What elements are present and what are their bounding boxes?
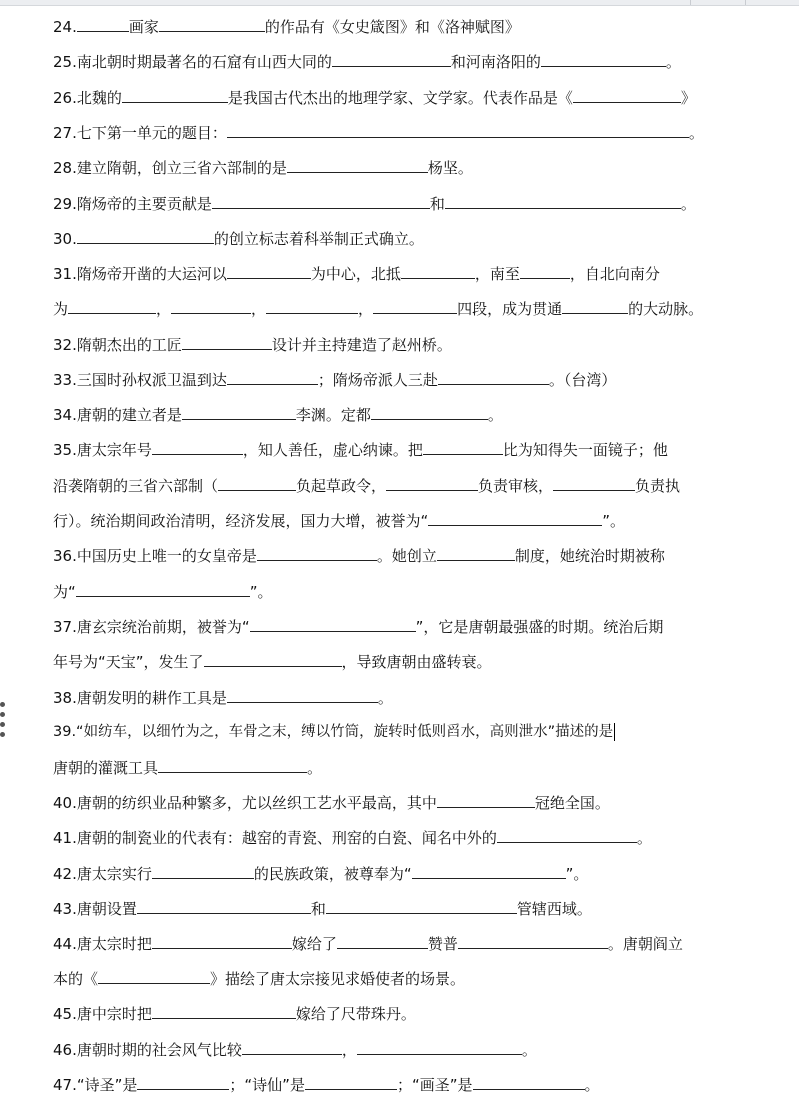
- answer-blank[interactable]: [445, 191, 681, 209]
- answer-blank[interactable]: [159, 14, 265, 32]
- question-46: [53, 1037, 537, 1061]
- answer-blank[interactable]: [242, 1037, 342, 1055]
- answer-blank[interactable]: [218, 473, 296, 491]
- answer-blank[interactable]: [152, 437, 243, 455]
- text: 画家: [128, 18, 159, 36]
- question-43: [53, 896, 592, 920]
- question-31-continued: [53, 296, 703, 320]
- question-26: [53, 85, 696, 109]
- toolbar-segment: [690, 0, 746, 5]
- text: 的民族政策，被尊奉为“: [253, 865, 412, 883]
- text: 。唐朝阎立: [607, 935, 683, 953]
- text: 43.唐朝设置: [53, 900, 137, 918]
- question-32: [53, 332, 452, 356]
- answer-blank[interactable]: [386, 473, 478, 491]
- question-41: [53, 825, 652, 849]
- text: 47.“诗圣”是: [53, 1076, 138, 1094]
- answer-blank[interactable]: [438, 367, 549, 385]
- text: 39.“如纺车，以细竹为之，车骨之末，缚以竹筒，旋转时低则舀水，高则泄水”描述的是: [53, 724, 614, 740]
- text: 30.: [53, 230, 77, 248]
- question-36: [53, 543, 665, 567]
- text: 。: [584, 1076, 600, 1094]
- text: 26.北魏的: [53, 89, 122, 107]
- answer-blank[interactable]: [204, 649, 342, 667]
- text: 42.唐太宗实行: [53, 865, 152, 883]
- question-35-continued: [53, 473, 680, 497]
- text: 赞普: [427, 935, 458, 953]
- text: 和: [429, 195, 445, 213]
- text: ，: [251, 300, 267, 318]
- text: 。: [521, 1041, 537, 1059]
- answer-blank[interactable]: [152, 931, 292, 949]
- answer-blank[interactable]: [520, 261, 570, 279]
- text: 为: [53, 300, 69, 318]
- text: 46.唐朝时期的社会风气比较: [53, 1041, 242, 1059]
- text: 冠绝全国。: [534, 794, 610, 812]
- text: 年号为“天宝”，发生了: [53, 653, 204, 671]
- answer-blank[interactable]: [553, 473, 635, 491]
- text: 41.唐朝的制瓷业的代表有：越窑的青瓷、刑窑的白瓷、闻名中外的: [53, 829, 497, 847]
- text: ”。: [602, 512, 626, 530]
- text: ，: [156, 300, 172, 318]
- text: ；“诗仙”是: [229, 1076, 305, 1094]
- answer-blank[interactable]: [305, 1072, 397, 1090]
- text: 。: [307, 759, 323, 777]
- text: 比为知得失一面镜子；他: [502, 441, 668, 459]
- answer-blank[interactable]: [227, 367, 318, 385]
- text: ；“画圣”是: [396, 1076, 473, 1094]
- answer-blank[interactable]: [257, 543, 377, 561]
- text: 管辖西域。: [516, 900, 592, 918]
- text: 40.唐朝的纺织业品种繁多，尤以丝织工艺水平最高，其中: [53, 794, 437, 812]
- text: 嫁给了尺带珠丹。: [295, 1005, 416, 1023]
- question-35-continued: [53, 508, 625, 532]
- text: 35.唐太宗年号: [53, 441, 152, 459]
- text: 行）。统治期间政治清明，经济发展，国力大增，被誉为“: [53, 512, 429, 530]
- answer-blank[interactable]: [337, 931, 428, 949]
- answer-blank[interactable]: [473, 1072, 585, 1090]
- answer-blank[interactable]: [152, 861, 254, 879]
- question-37-continued: [53, 649, 492, 673]
- text: ，知人善任，虚心纳谏。把: [242, 441, 423, 459]
- text: 。她创立: [376, 547, 437, 565]
- question-33: [53, 367, 616, 391]
- text: 45.唐中宗时把: [53, 1005, 152, 1023]
- question-44-continued: [53, 966, 465, 990]
- text: 唐朝的灌溉工具: [53, 759, 159, 777]
- text: 负责审核，: [478, 477, 554, 495]
- answer-blank[interactable]: [76, 579, 250, 597]
- answer-blank[interactable]: [122, 85, 228, 103]
- answer-blank[interactable]: [98, 966, 210, 984]
- text: 27.七下第一单元的题目：: [53, 124, 227, 142]
- text: 为“: [53, 583, 76, 601]
- answer-blank[interactable]: [437, 543, 515, 561]
- answer-blank[interactable]: [371, 402, 488, 420]
- answer-blank[interactable]: [227, 685, 378, 703]
- answer-blank[interactable]: [437, 790, 535, 808]
- text: ，自北向南分: [569, 265, 660, 283]
- text: 》: [680, 89, 696, 107]
- answer-blank[interactable]: [152, 1001, 296, 1019]
- window-top-bar: [0, 0, 799, 6]
- answer-blank[interactable]: [497, 825, 637, 843]
- answer-blank[interactable]: [137, 1072, 229, 1090]
- text: ”。: [249, 583, 273, 601]
- text: 的作品有《女史箴图》和《洛神赋图》: [264, 18, 520, 36]
- text: 杨坚。: [427, 159, 473, 177]
- answer-blank[interactable]: [227, 120, 689, 138]
- text: 和: [310, 900, 326, 918]
- text: 。: [680, 195, 696, 213]
- text: ，导致唐朝由盛转衰。: [341, 653, 492, 671]
- text: 和河南洛阳的: [450, 53, 541, 71]
- answer-blank[interactable]: [357, 1037, 522, 1055]
- text: 沿袭隋朝的三省六部制（: [53, 477, 219, 495]
- answer-blank[interactable]: [562, 296, 628, 314]
- answer-blank[interactable]: [77, 14, 129, 32]
- text: 31.隋炀帝开凿的大运河以: [53, 265, 227, 283]
- text: 32.隋朝杰出的工匠: [53, 336, 182, 354]
- text: 李渊。定都: [295, 406, 371, 424]
- answer-blank[interactable]: [137, 896, 311, 914]
- text: 。: [487, 406, 503, 424]
- text: 。: [665, 53, 681, 71]
- text: ，南至: [474, 265, 520, 283]
- text: ”，它是唐朝最强盛的时期。统治后期: [415, 618, 664, 636]
- question-25: [53, 49, 681, 73]
- question-30: [53, 226, 424, 250]
- text: 。: [688, 124, 704, 142]
- text: 》描绘了唐太宗接见求婚使者的场景。: [210, 970, 466, 988]
- answer-blank[interactable]: [541, 49, 666, 67]
- text: 34.唐朝的建立者是: [53, 406, 182, 424]
- question-38: [53, 685, 393, 709]
- question-31: [53, 261, 660, 285]
- text: 为中心，北抵: [310, 265, 401, 283]
- question-47: [53, 1072, 600, 1096]
- text: 28.建立隋朝，创立三省六部制的是: [53, 159, 287, 177]
- text: 25.南北朝时期最著名的石窟有山西大同的: [53, 53, 332, 71]
- answer-blank[interactable]: [332, 49, 451, 67]
- text: 制度，她统治时期被称: [514, 547, 665, 565]
- question-37: [53, 614, 663, 638]
- text: 33.三国时孙权派卫温到达: [53, 371, 227, 389]
- text: 29.隋炀帝的主要贡献是: [53, 195, 212, 213]
- text: ，: [358, 300, 374, 318]
- text: 负起草政令，: [296, 477, 387, 495]
- answer-blank[interactable]: [573, 85, 681, 103]
- answer-blank[interactable]: [212, 191, 430, 209]
- text: 44.唐太宗时把: [53, 935, 152, 953]
- text: 24.: [53, 18, 77, 36]
- question-36-continued: [53, 579, 273, 603]
- toolbar-segment: [0, 0, 691, 5]
- text: 38.唐朝发明的耕作工具是: [53, 689, 227, 707]
- text: 嫁给了: [291, 935, 337, 953]
- text: 。（台湾）: [548, 371, 617, 389]
- text: 37.唐玄宗统治前期，被誉为“: [53, 618, 250, 636]
- answer-blank[interactable]: [326, 896, 517, 914]
- text-cursor: [614, 723, 615, 741]
- text: 设计并主持建造了赵州桥。: [271, 336, 452, 354]
- text: 四段，成为贯通: [457, 300, 563, 318]
- answer-blank[interactable]: [458, 931, 608, 949]
- text: ；隋炀帝派人三赴: [317, 371, 438, 389]
- text: 本的《: [53, 970, 99, 988]
- text: 负责执: [635, 477, 681, 495]
- answer-blank[interactable]: [171, 296, 251, 314]
- question-42: [53, 861, 588, 885]
- drag-handle-icon[interactable]: [0, 702, 5, 746]
- question-27: [53, 120, 704, 144]
- text: 。: [636, 829, 652, 847]
- answer-blank[interactable]: [158, 755, 307, 773]
- question-44: [53, 931, 683, 955]
- answer-blank[interactable]: [412, 861, 566, 879]
- text: 。: [377, 689, 393, 707]
- answer-blank[interactable]: [401, 261, 475, 279]
- text: ”。: [565, 865, 589, 883]
- answer-blank[interactable]: [266, 296, 358, 314]
- answer-blank[interactable]: [182, 332, 272, 350]
- question-29: [53, 191, 696, 215]
- question-24: [53, 14, 520, 38]
- question-39-continued: [53, 755, 322, 779]
- answer-blank[interactable]: [428, 508, 602, 526]
- answer-blank[interactable]: [287, 155, 428, 173]
- question-40: [53, 790, 610, 814]
- question-45: [53, 1001, 416, 1025]
- answer-blank[interactable]: [423, 437, 503, 455]
- question-34: [53, 402, 503, 426]
- question-28: [53, 155, 473, 179]
- text: 的大动脉。: [628, 300, 704, 318]
- answer-blank[interactable]: [250, 614, 416, 632]
- answer-blank[interactable]: [227, 261, 311, 279]
- text: 的创立标志着科举制正式确立。: [213, 230, 424, 248]
- question-39: [53, 720, 615, 744]
- text: 是我国古代杰出的地理学家、文学家。代表作品是《: [227, 89, 573, 107]
- text: 36.中国历史上唯一的女皇帝是: [53, 547, 257, 565]
- answer-blank[interactable]: [373, 296, 457, 314]
- answer-blank[interactable]: [68, 296, 156, 314]
- text: ，: [341, 1041, 357, 1059]
- answer-blank[interactable]: [77, 226, 214, 244]
- answer-blank[interactable]: [182, 402, 296, 420]
- question-35: [53, 437, 668, 461]
